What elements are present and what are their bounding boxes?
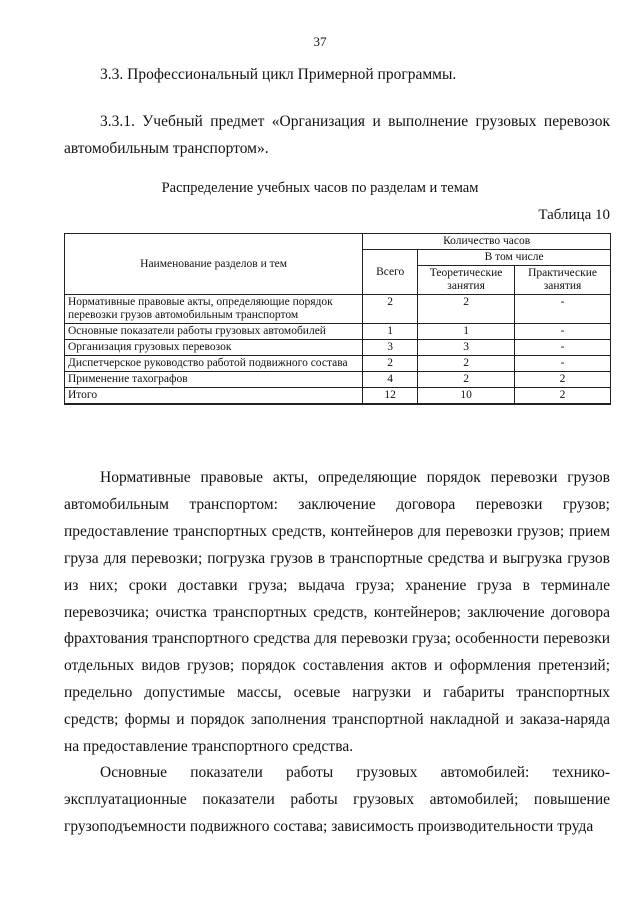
row-total: 3 [363,340,418,356]
header-including: В том числе [418,250,611,266]
row-theory: 2 [418,372,515,388]
table-number: Таблица 10 [538,207,610,223]
row-theory: 2 [418,356,515,372]
table-row [65,356,611,372]
row-total: 2 [363,295,418,324]
hours-table [64,233,611,405]
row-practice: - [515,295,611,324]
row-practice: 2 [515,372,611,388]
row-theory: 2 [418,295,515,324]
header-theory: Теоретические занятия [418,266,515,295]
row-total: 4 [363,372,418,388]
header-total: Всего [363,250,418,295]
row-theory: 3 [418,340,515,356]
header-name: Наименование разделов и тем [65,234,363,295]
row-practice: - [515,340,611,356]
table-row [65,324,611,340]
row-name: Основные показатели работы грузовых автомобилей [65,324,363,340]
body-paragraph: Основные показатели работы грузовых автомобилей: технико-эксплуатационные показатели работы грузовых автомобилей; повышение грузоподъемности подвижного состава; зависимость производительности труда [64,764,610,835]
row-name: Диспетчерское руководство работой подвижного состава [65,356,363,372]
row-practice: - [515,324,611,340]
row-name: Нормативные правовые акты, определяющие порядок перевозки грузов автомобильным транспортом [65,295,363,324]
header-practice: Практические занятия [515,266,611,295]
body-paragraph: Нормативные правовые акты, определяющие порядок перевозки грузов автомобильным транспортом: заключение договора перевозки грузов; предоставление транспортных средств, контейнеров для перевозки грузов; прием груза для перевозки; погрузка грузов в транспортные средства и выгрузка грузов из них; сроки доставки груза; выдача груза; хранение груза в терминале перевозчика; очистка транспортных средств, контейнеров; заключение договора фрахтования транспортного средства для перевозки груза; особенности перевозки отдельных видов грузов; порядок составления актов и оформления претензий; предельно допустимые массы, осевые нагрузки и габариты транспортных средств; формы и порядок заполнения транспортной накладной и заказа-наряда на предоставление транспортного средства. [64,469,610,756]
row-theory: 10 [418,388,515,405]
page-number: 37 [313,34,327,49]
row-name: Применение тахографов [65,372,363,388]
row-name: Организация грузовых перевозок [65,340,363,356]
row-name: Итого [65,388,363,405]
table-row [65,295,611,324]
row-total: 2 [363,356,418,372]
row-practice: - [515,356,611,372]
table-row [65,372,611,388]
table-row-total [65,388,611,405]
subject-paragraph: 3.3.1. Учебный предмет «Организация и выполнение грузовых перевозок автомобильным транспортом». [64,113,610,157]
table-title: Распределение учебных часов по разделам и темам [161,180,479,196]
section-heading: 3.3. Профессиональный цикл Примерной программы. [100,66,457,83]
table-row [65,340,611,356]
header-hours: Количество часов [363,234,611,250]
row-theory: 1 [418,324,515,340]
row-total: 1 [363,324,418,340]
row-total: 12 [363,388,418,405]
row-practice: 2 [515,388,611,405]
